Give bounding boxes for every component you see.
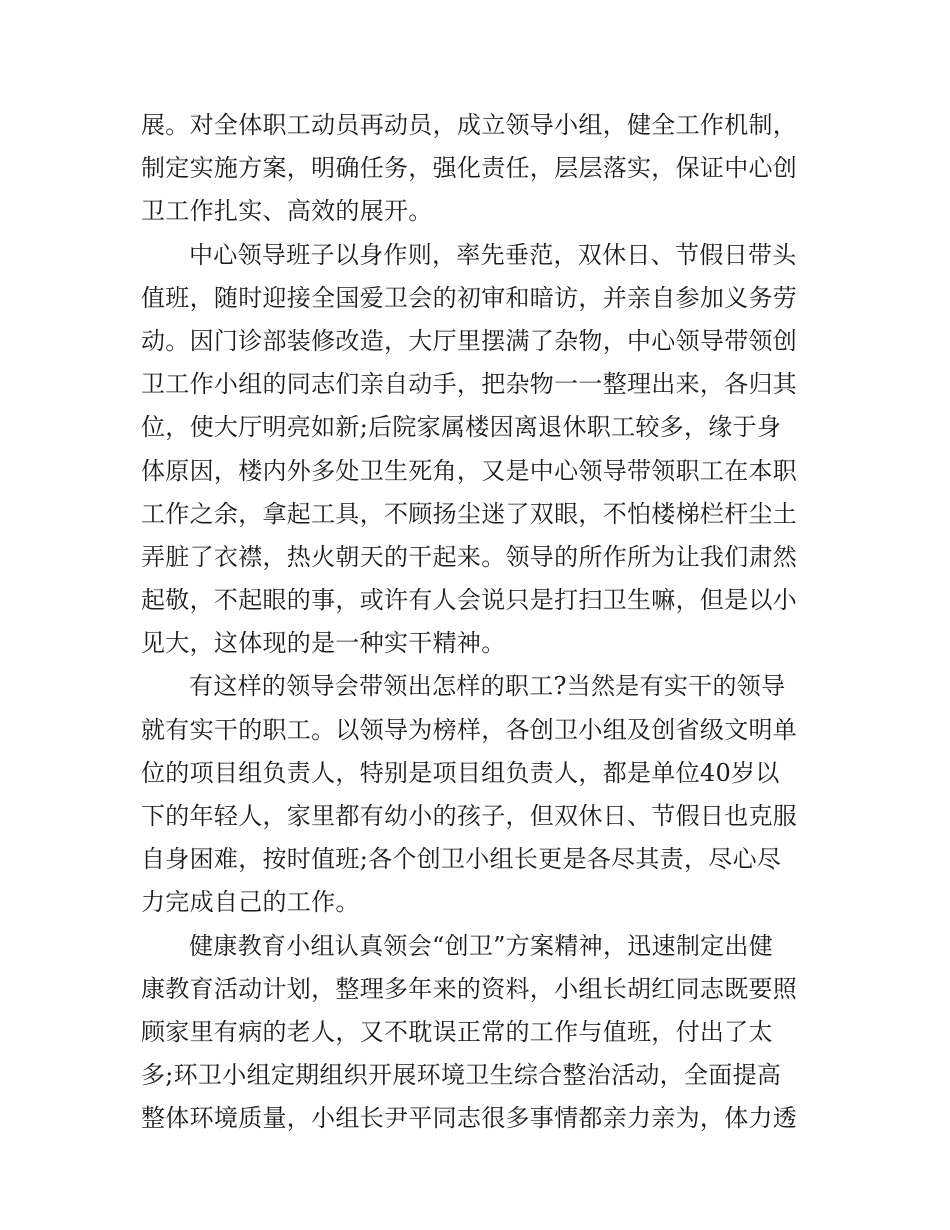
text-line: 体原因，楼内外多处卫生死角，又是中心领导带领职工在本职 — [141, 456, 798, 485]
text-line: 整体环境质量，小组长尹平同志很多事情都亲力亲为，体力透 — [141, 1104, 798, 1133]
text-line: 康教育活动计划，整理多年来的资料，小组长胡红同志既要照 — [141, 974, 798, 1003]
text-line: 值班，随时迎接全国爱卫会的初审和暗访，并亲自参加义务劳 — [141, 283, 798, 312]
text-line: 动。因门诊部装修改造，大厅里摆满了杂物，中心领导带领创 — [141, 326, 798, 355]
paragraph — [141, 104, 813, 234]
paragraph — [141, 925, 813, 1141]
text-line: 工作之余，拿起工具，不顾扬尘迷了双眼，不怕楼梯栏杆尘土 — [141, 499, 798, 528]
paragraph — [141, 234, 813, 666]
text-line: 力完成自己的工作。 — [141, 888, 360, 917]
text-line: 顾家里有病的老人，又不耽误正常的工作与值班，付出了太 — [141, 1017, 773, 1046]
text-line: 就有实干的职工。以领导为榜样，各创卫小组及创省级文明单 — [141, 715, 798, 744]
text-line: 位，使大厅明亮如新;后院家属楼因离退休职工较多，缘于身 — [141, 413, 782, 442]
text-line: 卫工作扎实、高效的展开。 — [141, 197, 433, 226]
text-line: 起敬，不起眼的事，或许有人会说只是打扫卫生嘛，但是以小 — [141, 586, 798, 615]
paragraph — [141, 665, 813, 924]
text-line: 制定实施方案，明确任务，强化责任，层层落实，保证中心创 — [141, 154, 798, 183]
text-line: 中心领导班子以身作则，率先垂范，双休日、节假日带头 — [189, 240, 797, 269]
text-line: 有这样的领导会带领出怎样的职工?当然是有实干的领导 — [189, 672, 786, 701]
text-line: 多;环卫小组定期组织开展环境卫生综合整治活动，全面提高 — [141, 1061, 782, 1090]
text-line: 弄脏了衣襟，热火朝天的干起来。领导的所作所为让我们肃然 — [141, 542, 798, 571]
text-line: 健康教育小组认真领会“创卫”方案精神，迅速制定出健 — [189, 931, 774, 960]
text-line: 自身困难，按时值班;各个创卫小组长更是各尽其责，尽心尽 — [141, 845, 782, 874]
text-line: 下的年轻人，家里都有幼小的孩子，但双休日、节假日也克服 — [141, 802, 798, 830]
text-line: 卫工作小组的同志们亲自动手，把杂物一一整理出来，各归其 — [141, 370, 798, 399]
document-body — [141, 104, 813, 1141]
text-line: 见大，这体现的是一种实干精神。 — [141, 629, 506, 658]
text-line: 位的项目组负责人，特别是项目组负责人，都是单位40岁以 — [141, 758, 780, 787]
text-line: 展。对全体职工动员再动员，成立领导小组，健全工作机制， — [141, 111, 798, 139]
